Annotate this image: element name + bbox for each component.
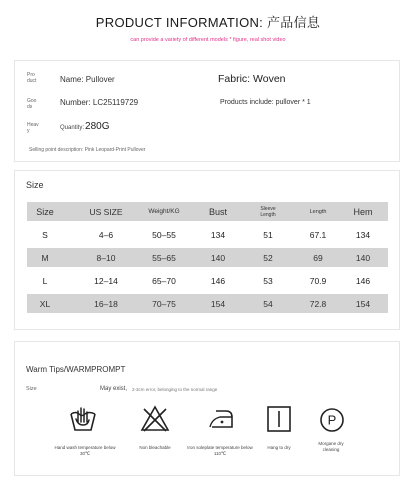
quantity-row bbox=[60, 121, 109, 132]
size-table bbox=[27, 202, 388, 317]
header-length: Length bbox=[309, 208, 327, 215]
page-title: PRODUCT INFORMATION: 产品信息 bbox=[95, 15, 321, 30]
header-bust: Bust bbox=[208, 206, 227, 217]
quantity-value: 280G bbox=[85, 121, 110, 132]
tips-size-label: Size bbox=[26, 386, 37, 392]
page-subtitle: can provide a variety of different models * figure, real shot video bbox=[130, 37, 286, 43]
size-row: L 12–14 65–70 146 53 70.9 146 bbox=[42, 275, 371, 286]
product-number: Number: LC25119729 bbox=[60, 98, 139, 107]
size-row: XL 16–18 70–75 154 54 72.8 154 bbox=[27, 294, 388, 313]
header-us-size: US SIZE bbox=[89, 206, 123, 217]
product-label: Pro duct bbox=[27, 72, 37, 84]
product-info-panel bbox=[14, 60, 400, 162]
tips-may-exist: May exist, bbox=[100, 386, 128, 392]
header-weight: Weight/KG bbox=[148, 208, 180, 215]
size-table-header bbox=[27, 202, 388, 221]
size-row: M 8–10 55–65 140 52 69 140 bbox=[27, 248, 388, 267]
products-include: Products include: pullover * 1 bbox=[220, 99, 311, 106]
warm-tips-panel bbox=[14, 341, 400, 476]
weight-label: Heav y bbox=[27, 122, 39, 134]
care-label: Hang to dry bbox=[267, 445, 291, 450]
care-label: Hand wash temperature below 30℃ bbox=[54, 445, 116, 456]
quantity-label: Quantity: bbox=[60, 125, 85, 131]
svg-text:P: P bbox=[327, 412, 337, 428]
care-label: Iron soleplate temperature below 110℃ bbox=[187, 445, 253, 456]
dry-clean-icon bbox=[319, 407, 345, 433]
hand-wash-icon bbox=[68, 405, 98, 433]
hang-dry-icon bbox=[266, 405, 292, 433]
size-chart-panel bbox=[14, 170, 400, 330]
header-hem: Hem bbox=[353, 206, 373, 217]
header-sleeve-length: Sleeve Length bbox=[260, 205, 276, 218]
tips-error-note: 2-3cm error, belonging to the normal range bbox=[132, 387, 218, 392]
fabric-value: Fabric: Woven bbox=[218, 73, 286, 85]
selling-point: Selling point description: Pink Leopard-Print Pullover bbox=[29, 147, 146, 153]
warm-tips-title: Warm Tips/WARMPROMPT bbox=[26, 365, 126, 374]
care-label: Morgane dry cleaning bbox=[318, 441, 344, 452]
header-size: Size bbox=[36, 206, 54, 217]
goods-label: Goo ds bbox=[27, 98, 37, 110]
care-label: Non bleachable bbox=[139, 445, 171, 450]
size-section-label: Size bbox=[26, 180, 44, 190]
no-bleach-icon bbox=[140, 405, 170, 433]
product-name: Name: Pullover bbox=[60, 75, 115, 84]
iron-icon bbox=[206, 405, 236, 433]
size-row: S 4–6 50–55 134 51 67.1 134 bbox=[42, 229, 371, 240]
